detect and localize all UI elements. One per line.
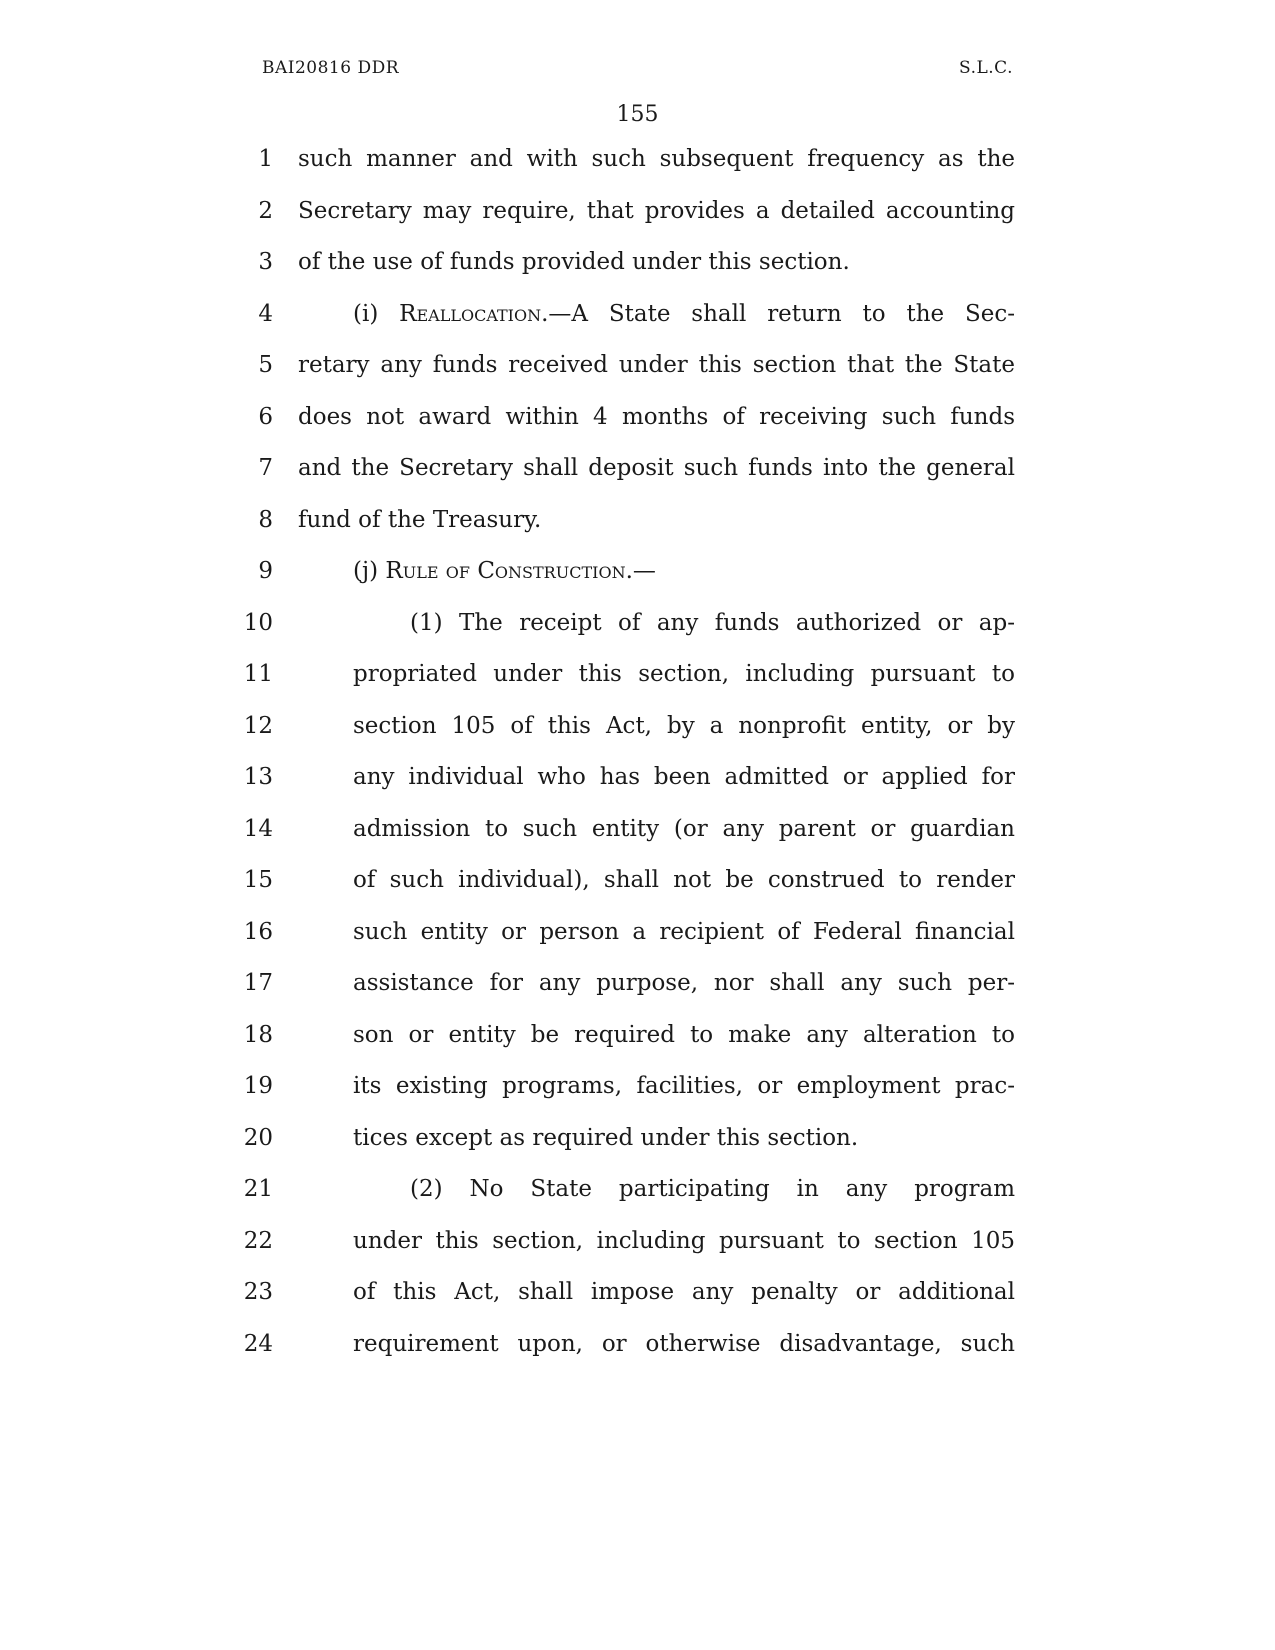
line-number: 11 (243, 661, 273, 687)
line-number: 22 (243, 1227, 273, 1254)
section-heading: Reallocation (399, 300, 542, 327)
text-line (0, 398, 1275, 452)
line-text: does not award within 4 months of receiving such funds (298, 403, 1015, 430)
section-heading: Rule of Construction (385, 558, 626, 584)
text-line (0, 1170, 1275, 1224)
line-text: (1) The receipt of any funds authorized or ap- (410, 609, 1015, 636)
line-number: 19 (243, 1073, 273, 1099)
line-text (353, 301, 1015, 327)
line-text: retary any funds received under this section that the State (298, 352, 1015, 378)
line-number: 3 (258, 249, 273, 275)
line-number: 8 (258, 506, 273, 533)
text-line (0, 1222, 1275, 1276)
line-number: 9 (258, 558, 273, 584)
line-text: such entity or person a recipient of Federal financial (353, 918, 1015, 945)
text-line (0, 861, 1275, 915)
line-number: 10 (243, 609, 273, 636)
line-number: 2 (258, 197, 273, 224)
text-line (0, 1067, 1275, 1121)
line-text: Secretary may require, that provides a detailed accounting (298, 197, 1015, 224)
slc-marker: S.L.C. (959, 58, 1013, 78)
text-line (0, 449, 1275, 503)
line-number: 23 (243, 1279, 273, 1305)
line-text: (2) No State participating in any program (410, 1176, 1015, 1202)
page-number: 155 (616, 102, 659, 127)
line-number: 18 (243, 1021, 273, 1048)
line-number: 20 (243, 1124, 273, 1151)
text-line (0, 295, 1275, 349)
line-number: 6 (258, 403, 273, 430)
line-text: fund of the Treasury. (298, 506, 542, 533)
line-text: requirement upon, or otherwise disadvantage, such (353, 1330, 1015, 1357)
line-text: and the Secretary shall deposit such funds into the general (298, 455, 1015, 481)
line-text: tices except as required under this section. (353, 1124, 859, 1151)
line-number: 12 (243, 712, 273, 739)
line-number: 24 (243, 1330, 273, 1357)
text-line (0, 243, 1275, 297)
line-text: such manner and with such subsequent frequency as the (298, 146, 1015, 172)
line-text: any individual who has been admitted or applied for (353, 764, 1015, 790)
text-line (0, 1273, 1275, 1327)
line-text: under this section, including pursuant to section 105 (353, 1227, 1015, 1254)
line-text: of the use of funds provided under this section. (298, 249, 850, 275)
line-text-prefix: (i) (353, 300, 400, 327)
line-text: its existing programs, facilities, or employment prac- (353, 1073, 1015, 1099)
text-line (0, 501, 1275, 555)
text-line (0, 140, 1275, 194)
text-line (0, 913, 1275, 967)
text-line (0, 1325, 1275, 1379)
line-number: 14 (243, 815, 273, 842)
line-number: 7 (258, 455, 273, 481)
line-text: of such individual), shall not be construed to render (353, 867, 1015, 893)
text-line (0, 810, 1275, 864)
text-line (0, 964, 1275, 1018)
line-text (353, 558, 656, 584)
line-number: 13 (243, 764, 273, 790)
text-line (0, 192, 1275, 246)
text-line (0, 758, 1275, 812)
text-line (0, 552, 1275, 606)
line-number: 21 (243, 1176, 273, 1202)
line-number: 16 (243, 918, 273, 945)
line-number: 17 (243, 970, 273, 996)
text-line (0, 346, 1275, 400)
text-line (0, 1119, 1275, 1173)
text-line (0, 655, 1275, 709)
text-line (0, 604, 1275, 658)
line-text-suffix: .— (625, 558, 656, 584)
line-text: son or entity be required to make any alteration to (353, 1021, 1015, 1048)
line-text-prefix: (j) (353, 558, 386, 584)
text-line (0, 707, 1275, 761)
line-number: 15 (243, 867, 273, 893)
line-text: of this Act, shall impose any penalty or additional (353, 1279, 1015, 1305)
line-text: section 105 of this Act, by a nonprofit entity, or by (353, 712, 1015, 739)
text-line (0, 1016, 1275, 1070)
line-number: 1 (258, 146, 273, 172)
line-text-suffix: .—A State shall return to the Sec- (541, 300, 1015, 327)
line-text: assistance for any purpose, nor shall any such per- (353, 970, 1015, 996)
line-text: admission to such entity (or any parent or guardian (353, 815, 1015, 842)
document-id: BAI20816 DDR (262, 58, 400, 78)
line-number: 4 (258, 300, 273, 327)
line-number: 5 (258, 352, 273, 378)
line-text: propriated under this section, including pursuant to (353, 661, 1015, 687)
